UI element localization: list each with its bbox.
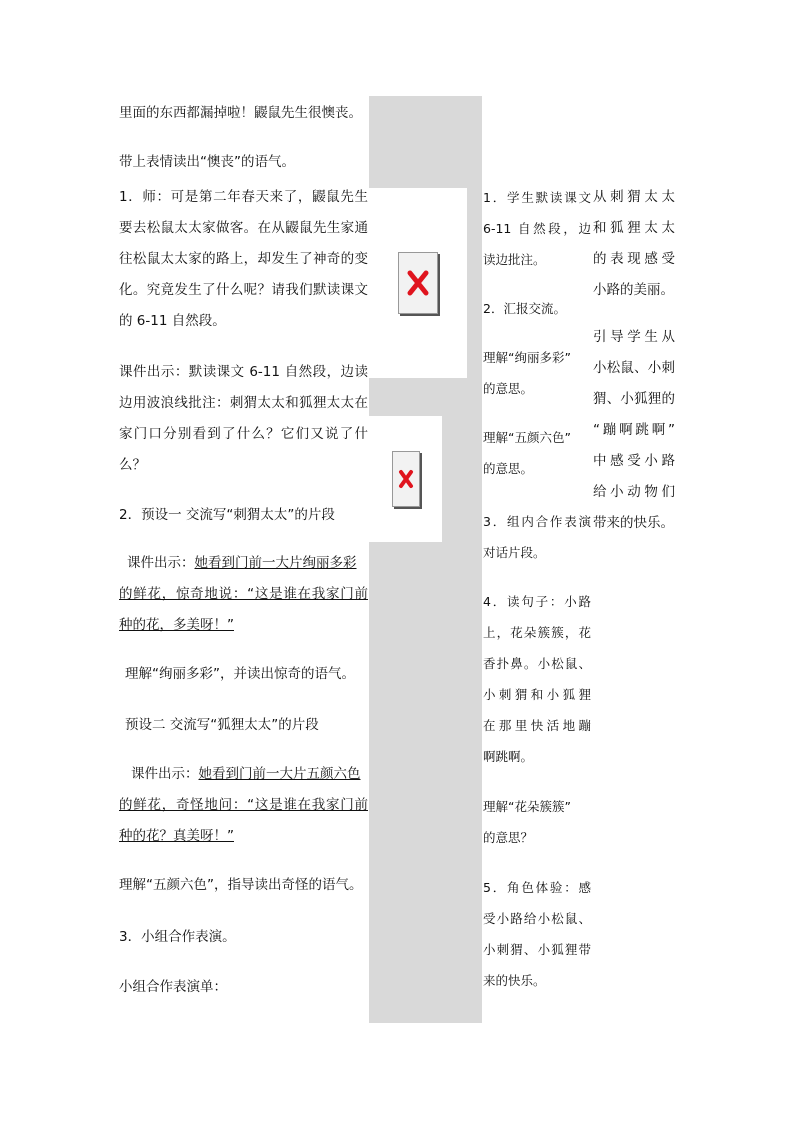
- text-line: 理解“绚丽多彩”: [483, 350, 571, 365]
- text-line: 4．读句子：小路: [483, 594, 591, 609]
- underlined-text: 她看到门前一大片绚丽多彩: [194, 555, 357, 571]
- text-line: 么？: [119, 457, 146, 473]
- text-line: 中感受小路: [593, 453, 675, 469]
- text-line: 从刺猬太太: [593, 189, 675, 205]
- text-line: 对话片段。: [483, 545, 546, 560]
- text-line: 课件出示：默读课文 6-11 自然段，边读: [119, 364, 368, 380]
- underlined-text: 种的花，多美呀！”: [119, 617, 234, 633]
- paragraph-understand-1: 理解“绚丽多彩”，并读出惊奇的语气。: [125, 666, 355, 682]
- text-line: 的意思。: [483, 381, 534, 396]
- text-line: 啊跳啊。: [483, 749, 534, 764]
- text-line: 上，花朵簇簇，花: [483, 625, 591, 640]
- student-step-understand-1: [483, 342, 593, 404]
- paragraph-read-tone: 带上表情读出“懊丧”的语气。: [119, 154, 295, 170]
- text-line: 读边批注。: [483, 252, 546, 267]
- student-step-understand-2: [483, 422, 593, 484]
- text-line: 小刺猬和小狐狸: [483, 687, 591, 702]
- text-line: 和狐狸太太: [593, 220, 675, 236]
- paragraph-courseware-2: [119, 548, 368, 641]
- text-line: 6-11 自然段，边: [483, 221, 591, 236]
- text-line: 的意思？: [483, 830, 534, 845]
- image-frame: [369, 416, 442, 542]
- text-line: “蹦啊跳啊”: [593, 422, 675, 438]
- broken-image-icon: [392, 451, 420, 507]
- text-line: 引导学生从: [593, 329, 675, 345]
- text-line: 往松鼠太太家的路上，却发生了神奇的变: [119, 251, 368, 267]
- text-line: 小松鼠、小刺: [593, 360, 675, 376]
- broken-image-icon: [398, 252, 438, 314]
- image-frame: [369, 188, 467, 378]
- text-line: 带来的快乐。: [593, 515, 674, 531]
- text-line: 猬、小狐狸的: [593, 391, 675, 407]
- paragraph-preset-2: 预设二 交流写“狐狸太太”的片段: [125, 717, 319, 733]
- text-line: 小路的美丽。: [593, 282, 674, 298]
- paragraph-teacher-1: [119, 182, 368, 337]
- underlined-text: 的鲜花，奇怪地问：“这是谁在我家门前: [119, 797, 368, 813]
- student-step-understand-3: [483, 791, 593, 853]
- text-line: 的 6-11 自然段。: [119, 313, 226, 329]
- text-line: 香扑鼻。小松鼠、: [483, 656, 591, 671]
- lead-text: 课件出示：: [131, 766, 199, 782]
- text-line: 小刺猬、小狐狸带: [483, 942, 591, 957]
- text-line: 要去松鼠太太家做客。在从鼹鼠先生家通: [119, 220, 368, 236]
- paragraph-courseware-3: [119, 759, 368, 852]
- underlined-text: 她看到门前一大片五颜六色: [198, 766, 361, 782]
- text-line: 给小动物们: [593, 484, 675, 500]
- text-line: 理解“花朵簇簇”: [483, 799, 571, 814]
- text-line: 5．角色体验：感: [483, 880, 591, 895]
- student-step-1: [483, 182, 591, 275]
- text-line: [119, 548, 368, 579]
- text-line: 理解“五颜六色”: [483, 430, 571, 445]
- student-step-2: 2．汇报交流。: [483, 301, 566, 316]
- text-line: 的意思。: [483, 461, 534, 476]
- paragraph-preset-1: 2．预设一 交流写“刺猬太太”的片段: [119, 507, 335, 523]
- text-line: 边用波浪线批注：刺猬太太和狐狸太太在: [119, 395, 368, 411]
- text-line: 家门口分别看到了什么？它们又说了什: [119, 426, 368, 442]
- intent-paragraph-1: [593, 182, 675, 306]
- student-step-4: [483, 586, 591, 772]
- text-line: 1．学生默读课文: [483, 190, 591, 205]
- paragraph-intro: 里面的东西都漏掉啦！鼹鼠先生很懊丧。: [119, 105, 362, 121]
- student-step-3: [483, 506, 591, 568]
- underlined-text: 种的花？真美呀！”: [119, 828, 234, 844]
- paragraph-act-sheet: 小组合作表演单：: [119, 979, 227, 995]
- text-line: 的表现感受: [593, 251, 675, 267]
- text-line: 3．组内合作表演: [483, 514, 591, 529]
- text-line: 1．师：可是第二年春天来了，鼹鼠先生: [119, 189, 368, 205]
- media-column: [369, 96, 482, 1023]
- underlined-text: 的鲜花，惊奇地说：“这是谁在我家门前: [119, 586, 368, 602]
- text-line: 化。究竟发生了什么呢？请我们默读课文: [119, 282, 368, 298]
- paragraph-courseware-1: [119, 357, 368, 481]
- text-line: [119, 759, 368, 790]
- text-line: 来的快乐。: [483, 973, 546, 988]
- intent-paragraph-2: [593, 322, 675, 539]
- lead-text: 课件出示：: [127, 555, 195, 571]
- text-line: 受小路给小松鼠、: [483, 911, 591, 926]
- text-line: 在那里快活地蹦: [483, 718, 591, 733]
- student-step-5: [483, 872, 591, 996]
- x-mark-icon: [406, 270, 430, 296]
- paragraph-group-act: 3．小组合作表演。: [119, 929, 236, 945]
- x-mark-icon: [398, 469, 414, 489]
- paragraph-understand-2: 理解“五颜六色”，指导读出奇怪的语气。: [119, 877, 363, 893]
